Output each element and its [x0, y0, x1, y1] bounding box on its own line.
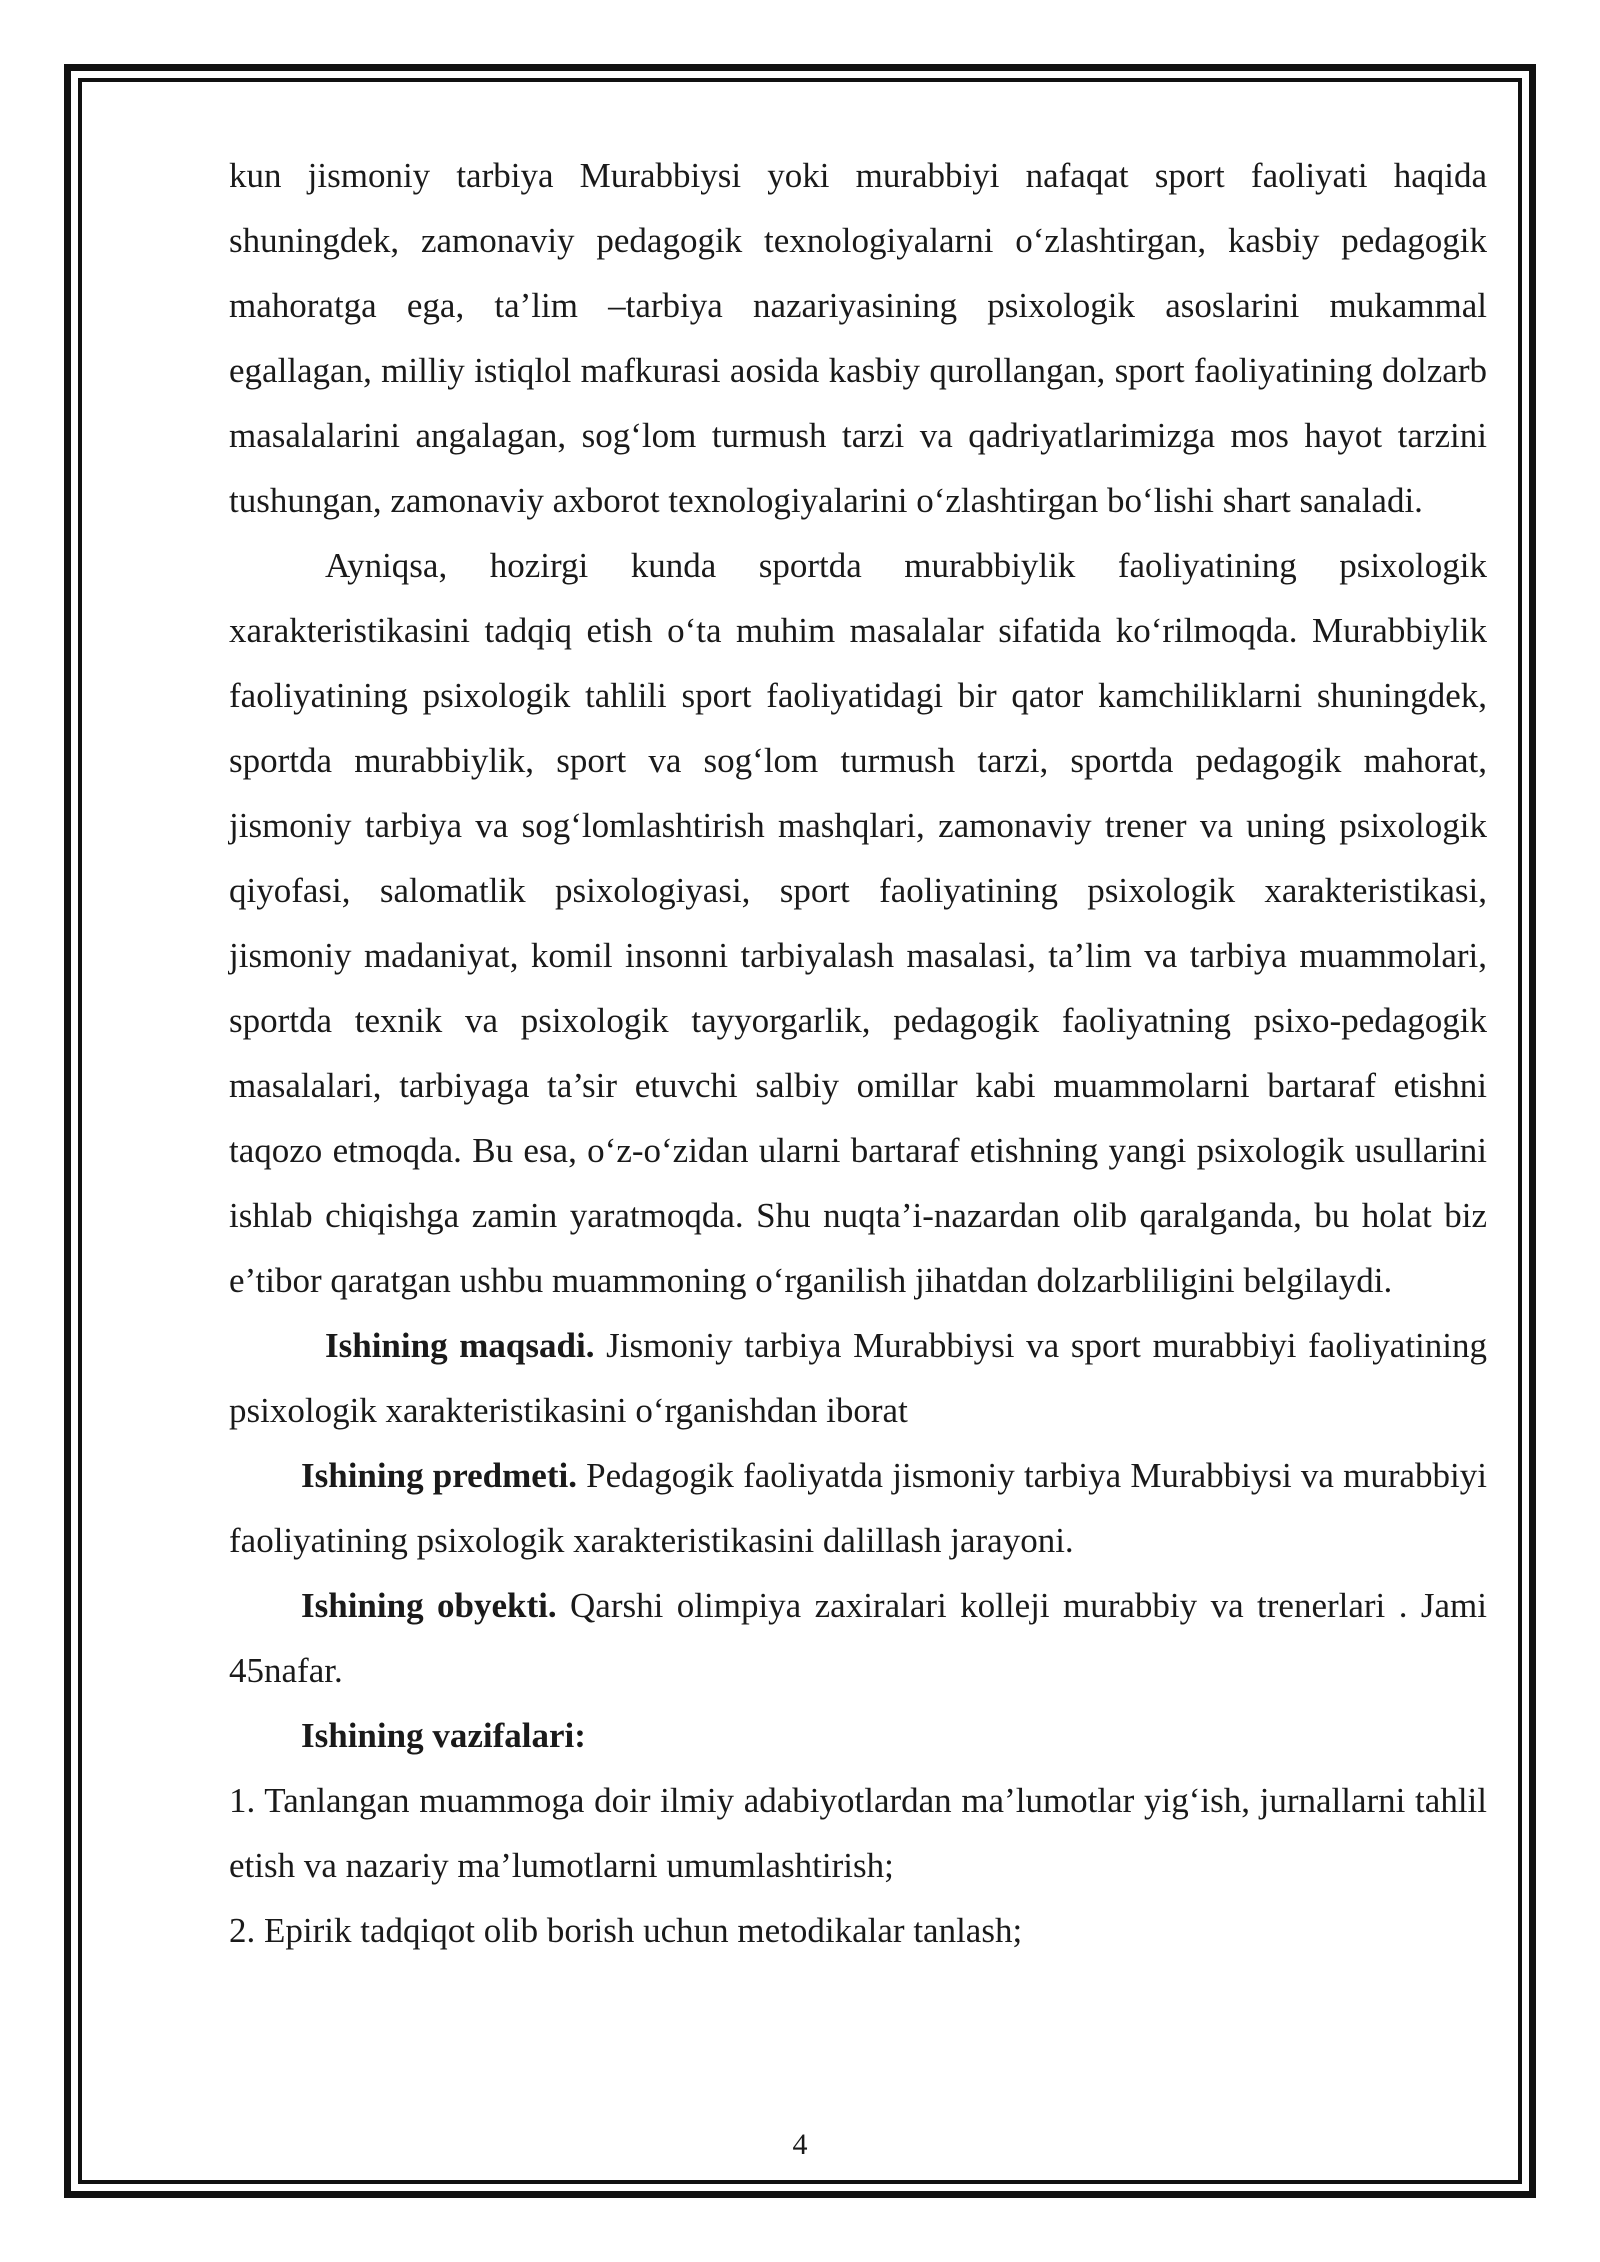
section-object-label: Ishining obyekti. — [301, 1586, 557, 1625]
section-subject-text: Pedagogik faoliyatda jismoniy tarbiya Murabbiysi va murabbiyi faoliyatining psixologik xarakteristikasini dalillash jarayoni. — [229, 1456, 1487, 1560]
task-item-1: 1. Tanlangan muammoga doir ilmiy adabiyotlardan ma’lumotlar yig‘ish, jurnallarni tahlil etish va nazariy ma’lumotlarni umumlashtirish; — [229, 1781, 1487, 1885]
section-goal — [229, 1313, 1487, 1443]
paragraph-intro: kun jismoniy tarbiya Murabbiysi yoki murabbiyi nafaqat sport faoliyati haqida shuningdek, zamonaviy pedagogik texnologiyalarni o‘zlashtirgan, kasbiy pedagogik mahoratga ega, ta’lim –tarbiya nazariyasining psixologik asoslarini mukammal egallagan, milliy istiqlol mafkurasi aosida kasbiy qurollangan, sport faoliyatining dolzarb masalalarini angalagan, sog‘lom turmush tarzi va qadriyatlarimizga mos hayot tarzini tushungan, zamonaviy axborot texnologiyalarini o‘zlashtirgan bo‘lishi shart sanaladi. — [229, 156, 1487, 520]
section-tasks-label: Ishining vazifalari: — [301, 1716, 586, 1755]
task-item-2: 2. Epirik tadqiqot olib borish uchun metodikalar tanlash; — [229, 1911, 1023, 1950]
section-subject — [229, 1443, 1487, 1573]
section-object-text: Qarshi olimpiya zaxiralari kolleji murabbiy va trenerlari . Jami 45nafar. — [229, 1586, 1487, 1690]
section-goal-label: Ishining maqsadi. — [325, 1326, 595, 1365]
document-body — [229, 143, 1487, 1963]
section-subject-label: Ishining predmeti. — [301, 1456, 577, 1495]
section-goal-text: Jismoniy tarbiya Murabbiysi va sport murabbiyi faoliyatining psixologik xarakteristikasini o‘rganishdan iborat — [229, 1326, 1487, 1430]
paragraph-relevance: Ayniqsa, hozirgi kunda sportda murabbiylik faoliyatining psixologik xarakteristikasini tadqiq etish o‘ta muhim masalalar sifatida ko‘rilmoqda. Murabbiylik faoliyatining psixologik tahlili sport faoliyatidagi bir qator kamchiliklarni shuningdek, sportda murabbiylik, sport va sog‘lom turmush tarzi, sportda pedagogik mahorat, jismoniy tarbiya va sog‘lomlashtirish mashqlari, zamonaviy trener va uning psixologik qiyofasi, salomatlik psixologiyasi, sport faoliyatining psixologik xarakteristikasi, jismoniy madaniyat, komil insonni tarbiyalash masalasi, ta’lim va tarbiya muammolari, sportda texnik va psixologik tayyorgarlik, pedagogik faoliyatning psixo-pedagogik masalalari, tarbiyaga ta’sir etuvchi salbiy omillar kabi muammolarni bartaraf etishni taqozo etmoqda. Bu esa, o‘z-o‘zidan ularni bartaraf etishning yangi psixologik usullarini ishlab chiqishga zamin yaratmoqda. Shu nuqta’i-nazardan olib qaralganda, bu holat biz e’tibor qaratgan ushbu muammoning o‘rganilish jihatdan dolzarbliligini belgilaydi. — [229, 546, 1487, 1300]
page-number: 4 — [792, 2128, 808, 2161]
section-tasks — [229, 1703, 1487, 1768]
section-object — [229, 1573, 1487, 1703]
